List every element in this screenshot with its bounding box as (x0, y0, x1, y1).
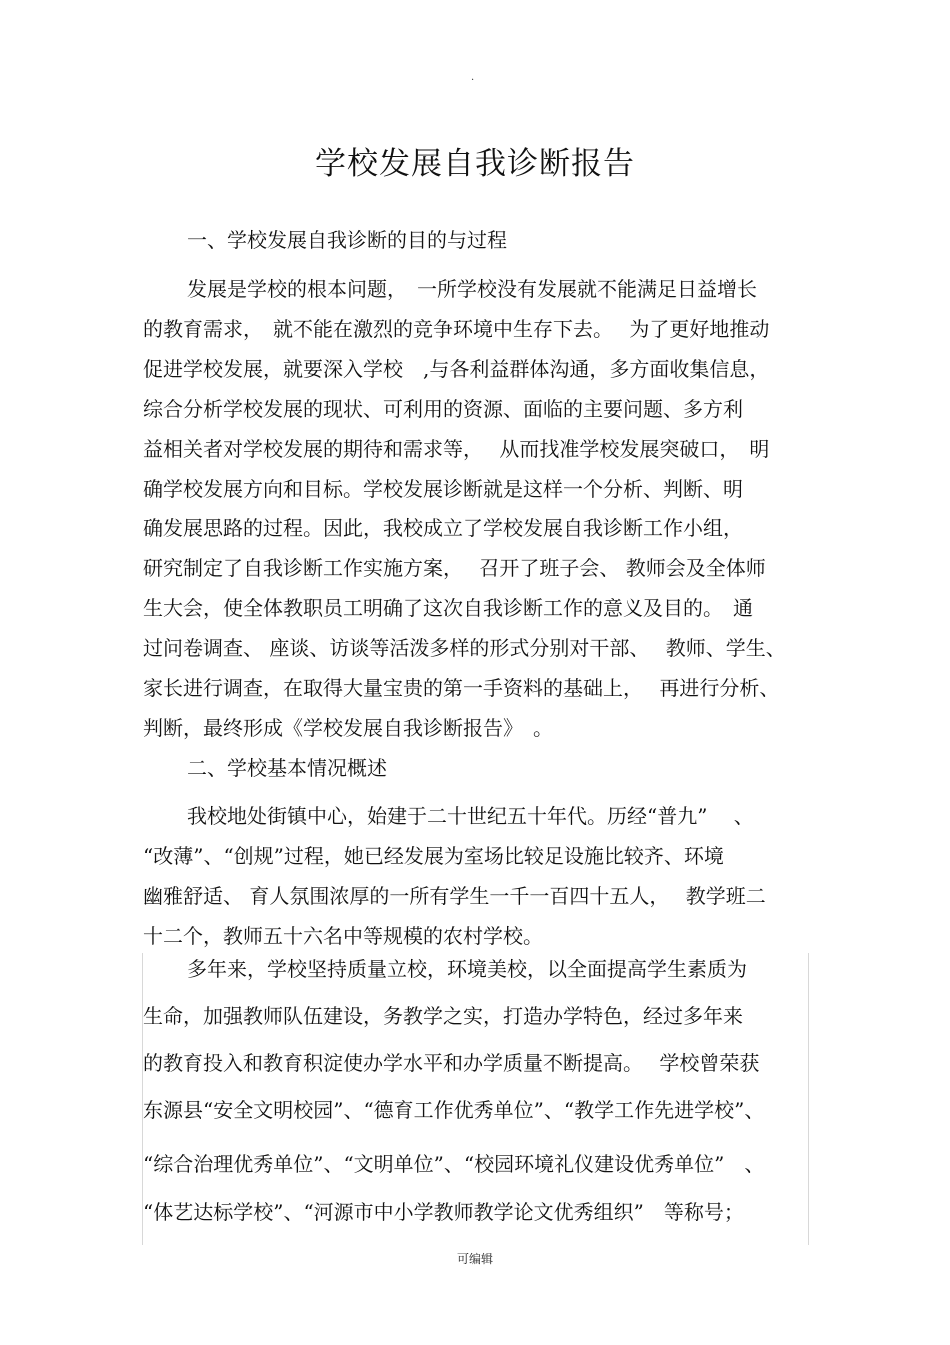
paragraph-line: 判断，最终形成《学校发展自我诊断报告》 。 (143, 716, 553, 740)
section-heading: 一、学校发展自我诊断的目的与过程 (187, 228, 507, 252)
paragraph-line: 的教育投入和教育积淀使办学水平和办学质量不断提高。 学校曾荣获 (143, 1051, 760, 1075)
paragraph-line: 研究制定了自我诊断工作实施方案， 召开了班子会、 教师会及全体师 (143, 556, 766, 580)
paragraph-line: 益相关者对学校发展的期待和需求等， 从而找准学校发展突破口， 明 (143, 437, 770, 461)
paragraph-line: “体艺达标学校”、“河源市中小学教师教学论文优秀组织” 等称号； (143, 1200, 744, 1224)
paragraph-line: 确发展思路的过程。因此，我校成立了学校发展自我诊断工作小组， (143, 516, 743, 540)
paragraph-line: 确学校发展方向和目标。学校发展诊断就是这样一个分析、判断、明 (143, 477, 743, 501)
section-heading: 二、学校基本情况概述 (187, 756, 387, 780)
paragraph-line: 综合分析学校发展的现状、可利用的资源、面临的主要问题、多方利 (143, 397, 743, 421)
paragraph-line: 生大会，使全体教职员工明确了这次自我诊断工作的意义及目的。 通 (143, 596, 753, 620)
paragraph-line: 十二个，教师五十六名中等规模的农村学校。 (143, 924, 543, 948)
paragraph-line: 发展是学校的根本问题， 一所学校没有发展就不能满足日益增长 (187, 277, 757, 301)
paragraph-line: 的教育需求， 就不能在激烈的竞争环境中生存下去。 为了更好地推动 (143, 317, 770, 341)
paragraph-line: 过问卷调查、 座谈、访谈等活泼多样的形式分别对干部、 教师、学生、 (143, 636, 786, 660)
footer-label: 可编辑 (456, 1252, 493, 1266)
paragraph-line: 我校地处街镇中心，始建于二十世纪五十年代。历经“普九” 、 (187, 804, 754, 828)
paragraph-line: 生命，加强教师队伍建设，务教学之实，打造办学特色，经过多年来 (143, 1004, 743, 1028)
paragraph-line: 多年来，学校坚持质量立校，环境美校，以全面提高学生素质为 (187, 957, 747, 981)
paragraph-line: 东源县“安全文明校园”、“德育工作优秀单位”、“教学工作先进学校”、 (143, 1098, 765, 1122)
paragraph-line: 家长进行调查，在取得大量宝贵的第一手资料的基础上， 再进行分析、 (143, 676, 780, 700)
document-title: 学校发展自我诊断报告 (315, 146, 635, 182)
paragraph-line: “综合治理优秀单位”、“文明单位”、“校园环境礼仪建设优秀单位” 、 (143, 1152, 765, 1176)
paragraph-line: 幽雅舒适、 育人氛围浓厚的一所有学生一千一百四十五人， 教学班二 (143, 884, 766, 908)
header-dot: . (471, 72, 475, 83)
paragraph-line: “改薄”、“创规”过程，她已经发展为室场比较足设施比较齐、环境 (143, 844, 724, 868)
paragraph-line: 促进学校发展，就要深入学校 ,与各利益群体沟通，多方面收集信息， (143, 357, 770, 381)
